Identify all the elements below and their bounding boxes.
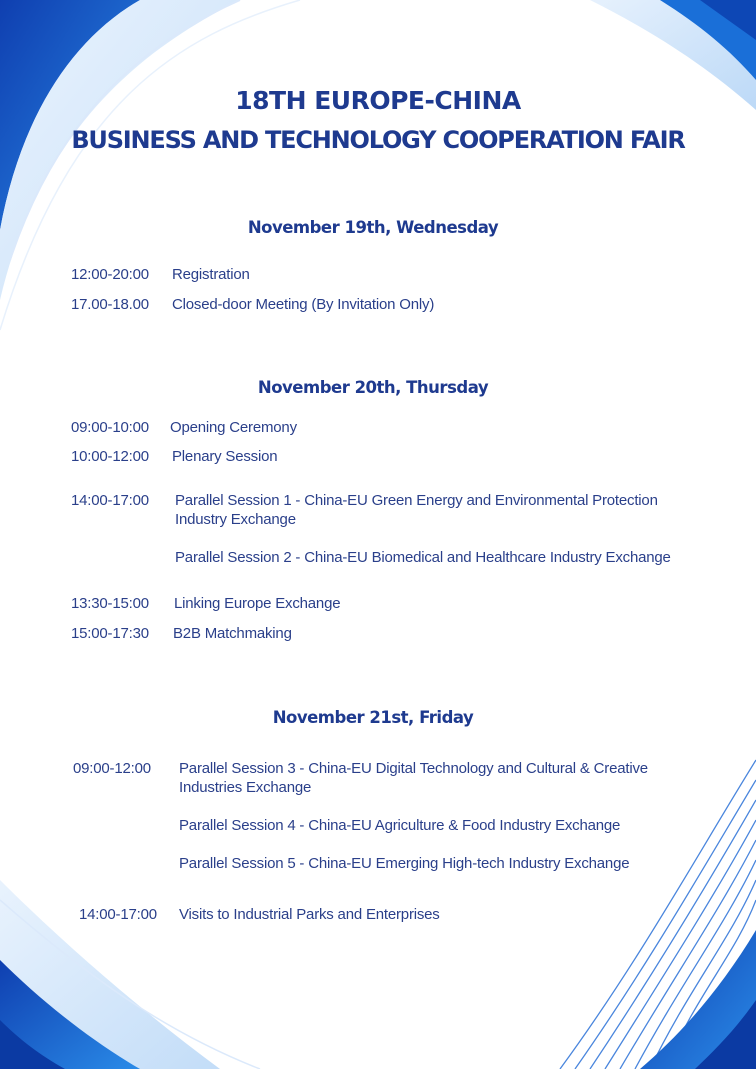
item-event: Parallel Session 1 - China-EU Green Energy and Environmental Protection: [175, 492, 658, 509]
item-event: Visits to Industrial Parks and Enterprises: [179, 906, 440, 923]
event-title-line-1: 18TH EUROPE-CHINA: [235, 86, 521, 115]
item-time: 10:00-12:00: [71, 448, 149, 465]
item-time: 14:00-17:00: [71, 492, 149, 509]
item-event: Parallel Session 5 - China-EU Emerging High-tech Industry Exchange: [179, 855, 630, 872]
item-time: 15:00-17:30: [71, 625, 149, 642]
event-title-line-2: BUSINESS AND TECHNOLOGY COOPERATION FAIR: [71, 126, 685, 154]
item-event: Parallel Session 4 - China-EU Agriculture & Food Industry Exchange: [179, 817, 621, 834]
item-time: 12:00-20:00: [71, 266, 149, 283]
item-event: Opening Ceremony: [170, 419, 297, 436]
item-time: 14:00-17:00: [79, 906, 157, 923]
top-left-wave: [0, 0, 300, 330]
item-time: 13:30-15:00: [71, 595, 149, 612]
item-event: Parallel Session 3 - China-EU Digital Technology and Cultural & Creative: [179, 760, 648, 777]
day-heading-3: November 21st, Friday: [272, 708, 474, 727]
item-event-continued: Industry Exchange: [175, 511, 296, 528]
item-event: Linking Europe Exchange: [174, 595, 341, 612]
item-event: Plenary Session: [172, 448, 278, 465]
item-event-continued: Industries Exchange: [179, 779, 312, 796]
item-time: 09:00-12:00: [73, 760, 151, 777]
item-event: Parallel Session 2 - China-EU Biomedical and Healthcare Industry Exchange: [175, 549, 671, 566]
item-event: B2B Matchmaking: [173, 625, 292, 642]
item-time: 09:00-10:00: [71, 419, 149, 436]
day-heading-1: November 19th, Wednesday: [247, 218, 499, 237]
item-time: 17.00-18.00: [71, 296, 149, 313]
day-heading-2: November 20th, Thursday: [257, 378, 489, 397]
item-event: Registration: [172, 266, 250, 283]
item-event: Closed-door Meeting (By Invitation Only): [172, 296, 435, 313]
